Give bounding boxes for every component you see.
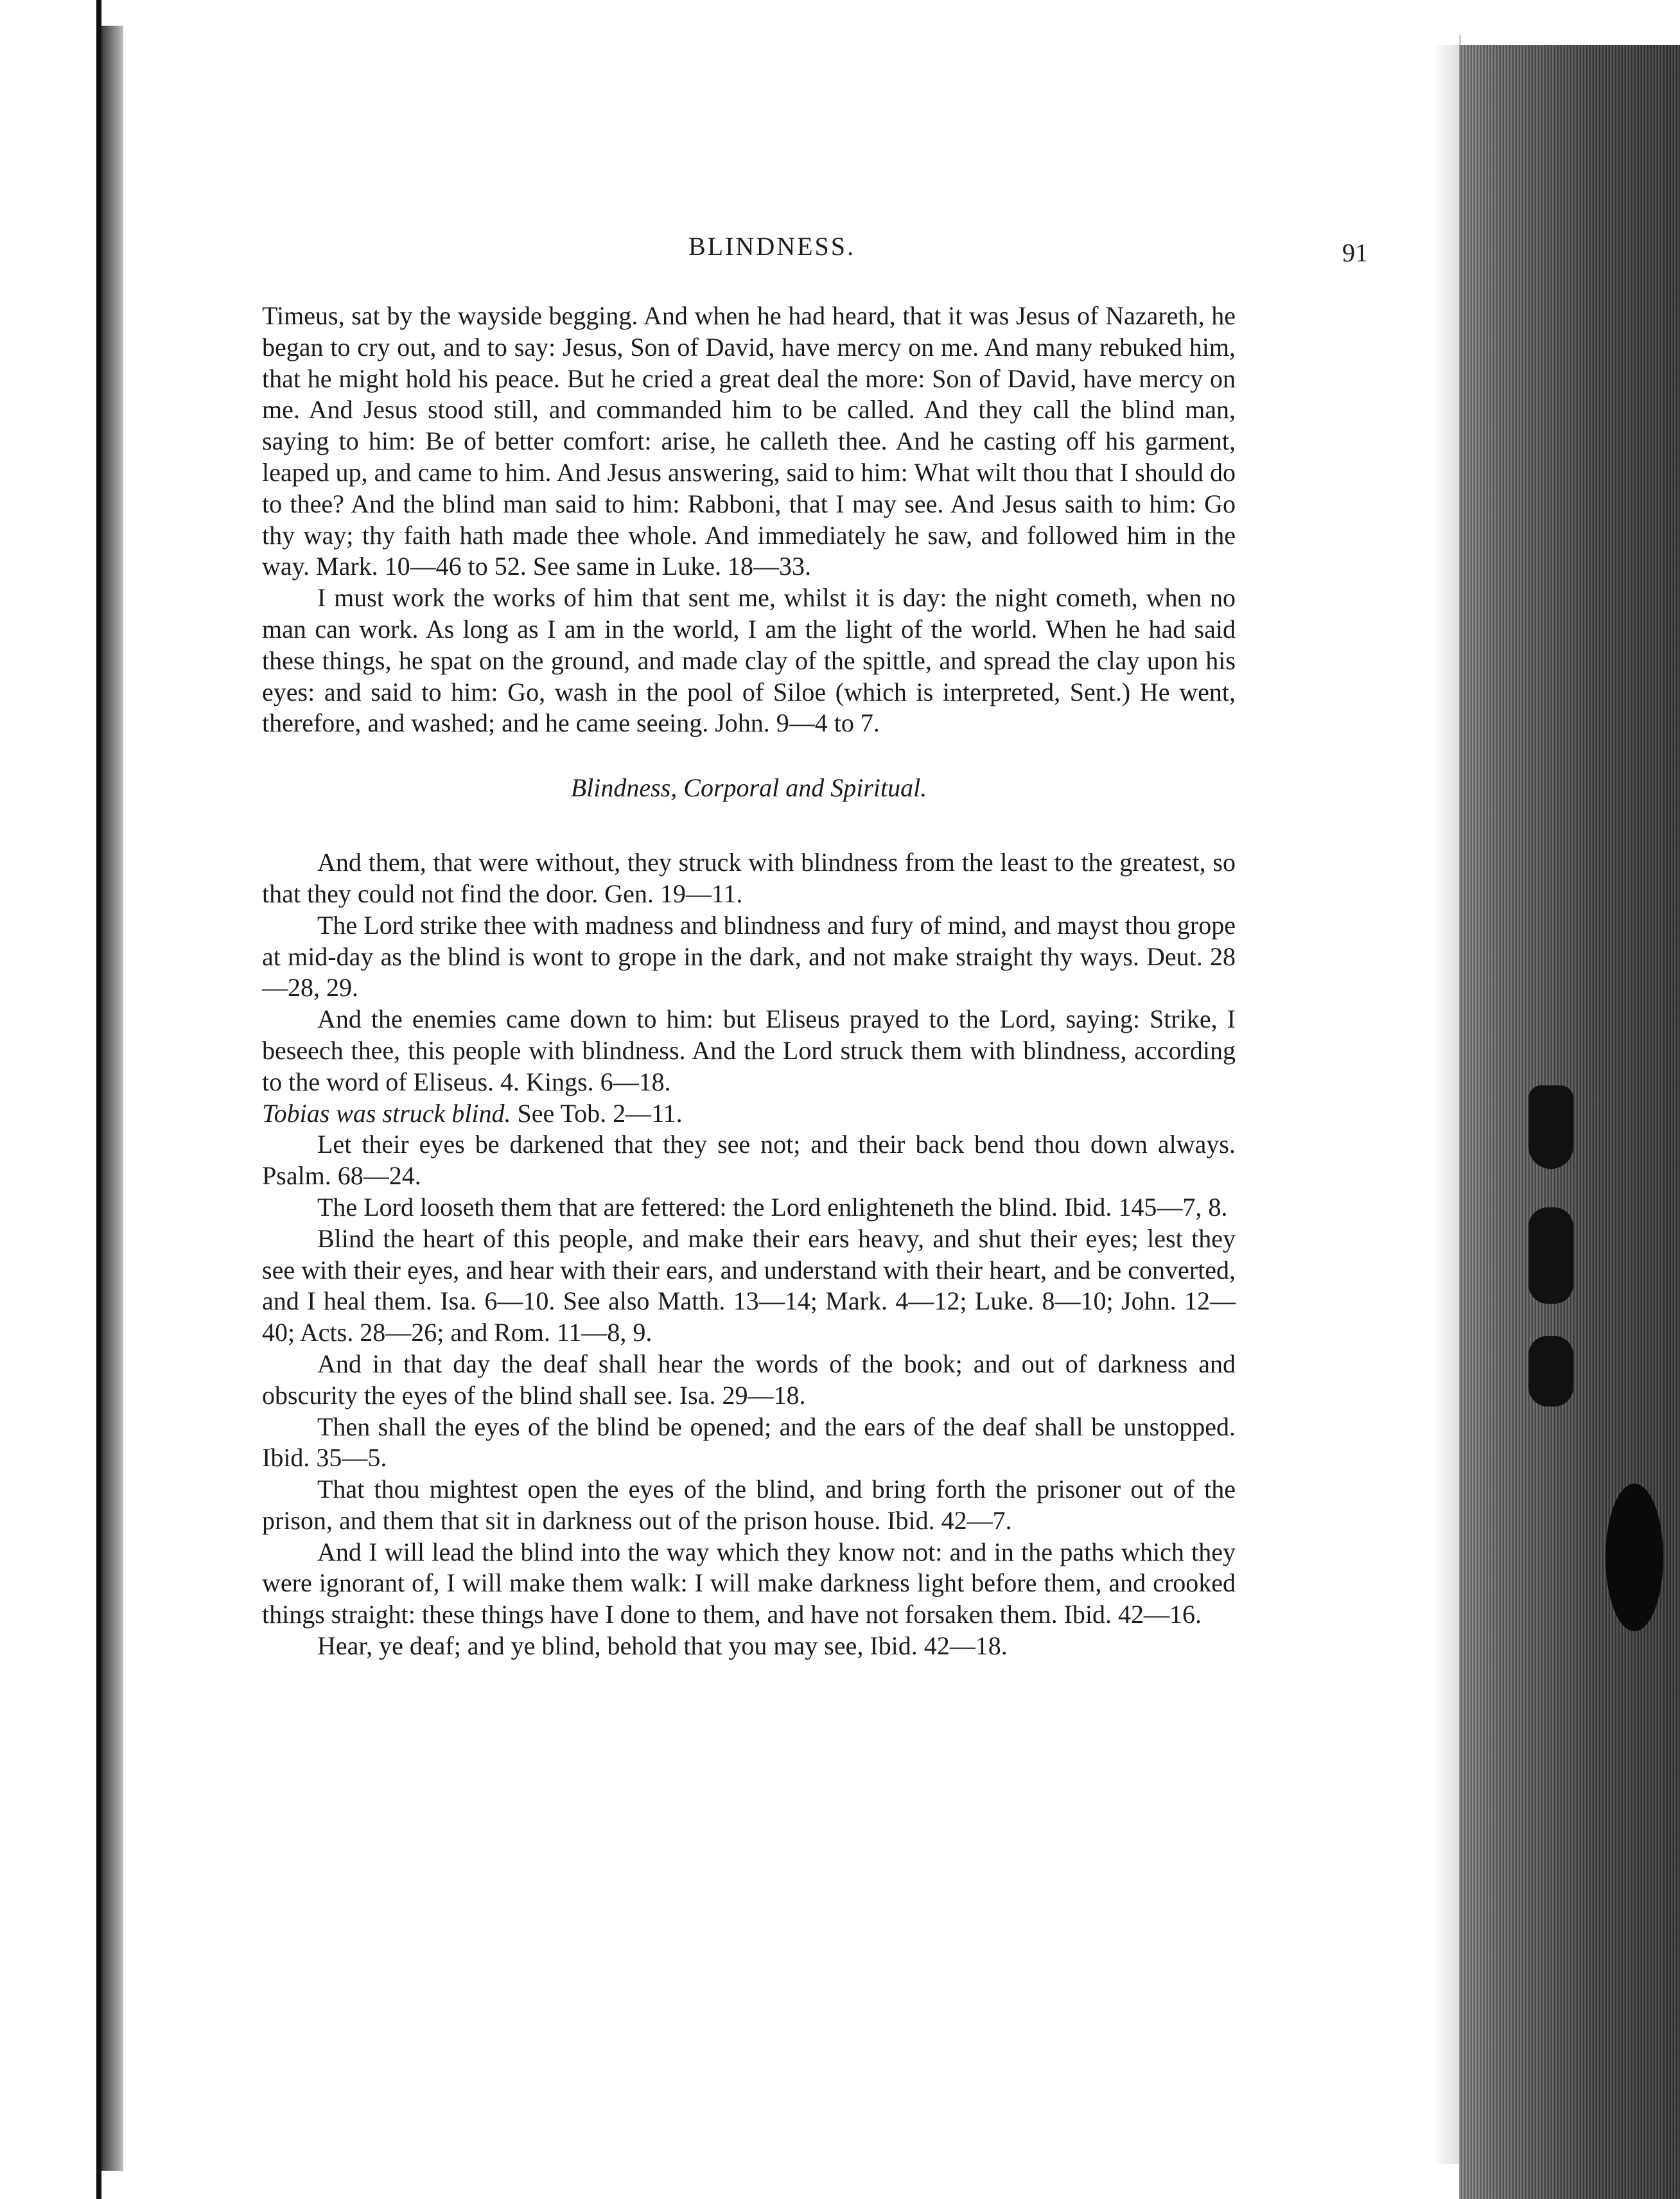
paragraph: The Lord strike thee with madness and blindness and fury of mind, and mayst thou grope at mid-day as the blind is wont to grope in the dark, and not make straight thy ways. Deut. 28—28, 29.	[262, 910, 1236, 1003]
edge-ink-mark	[1528, 1085, 1573, 1169]
edge-ink-mark	[1528, 1207, 1573, 1304]
paragraph: The Lord looseth them that are fettered: the Lord enlighteneth the blind. Ibid. 145—7, 8.	[317, 1192, 1228, 1222]
paragraph: That thou mightest open the eyes of the blind, and bring forth the prisoner out of the prison, and them that sit in darkness out of the prison house. Ibid. 42—7.	[262, 1475, 1236, 1535]
paragraph-tobias	[262, 1098, 1236, 1130]
paragraph: Let their eyes be darkened that they see not; and their back bend thou down always. Psalm. 68—24.	[262, 1130, 1236, 1191]
paragraph: I must work the works of him that sent me, whilst it is day: the night cometh, when no man can work. As long as I am in the world, I am the light of the world. When he had said these things, he spat on the ground, and made clay of the spittle, and spread the clay upon his eyes: and said to him: Go, wash in the pool of Siloe (which is interpreted, Sent.) He went, therefore, and washed; and he came seeing. John. 9—4 to 7.	[262, 583, 1236, 738]
tobias-reference: See Tob. 2—11.	[511, 1098, 683, 1128]
paragraph: Hear, ye deaf; and ye blind, behold that you may see, Ibid. 42—18.	[317, 1631, 1008, 1661]
tobias-italic: Tobias was struck blind.	[262, 1098, 511, 1128]
paragraph: And I will lead the blind into the way which they know not: and in the paths which they were ignorant of, I will make them walk: I will make darkness light before them, and crooked things straight: these things have I done to them, and have not forsaken them. Ibid. 42—16.	[262, 1537, 1236, 1629]
left-page-gutter	[101, 26, 123, 2171]
edge-ink-blot	[1606, 1484, 1663, 1631]
paragraph: Timeus, sat by the wayside begging. And when he had heard, that it was Jesus of Nazareth, he began to cry out, and to say: Jesus, Son of David, have mercy on me. And many rebuked him, that he might hold his peace. But he cried a great deal the more: Son of David, have mercy on me. And Jesus stood still, and commanded him to be called. And they call the blind man, saying to him: Be of better comfort: arise, he calleth thee. And he casting off his garment, leaped up, and came to him. And Jesus answering, said to him: What wilt thou that I should do to thee? And the blind man said to him: Rabboni, that I may see. And Jesus saith to him: Go thy way; thy faith hath made thee whole. And immediately he saw, and followed him in the way. Mark. 10—46 to 52. See same in Luke. 18—33.	[262, 301, 1236, 581]
section-heading: Blindness, Corporal and Spiritual.	[570, 773, 927, 803]
running-head	[123, 231, 1459, 270]
page-body	[262, 301, 1236, 1662]
edge-ink-mark	[1528, 1336, 1573, 1406]
page-number: 91	[1342, 238, 1368, 267]
paragraph: And the enemies came down to him: but Eliseus prayed to the Lord, saying: Strike, I beseech thee, this people with blindness. And the Lord struck them with blindness, according to the word of Eliseus. 4. Kings. 6—18.	[262, 1004, 1236, 1096]
paragraph: Blind the heart of this people, and make their ears heavy, and shut their eyes; lest they see with their eyes, and hear with their ears, and understand with their heart, and be converted, and I heal them. Isa. 6—10. See also Matth. 13—14; Mark. 4—12; Luke. 8—10; John. 12—40; Acts. 28—26; and Rom. 11—8, 9.	[262, 1223, 1236, 1347]
paragraph: And in that day the deaf shall hear the words of the book; and out of darkness and obscurity the eyes of the blind shall see. Isa. 29—18.	[262, 1349, 1236, 1410]
paragraph: And them, that were without, they struck with blindness from the least to the greatest, so that they could not find the door. Gen. 19—11.	[262, 848, 1236, 908]
left-binding-shadow	[96, 0, 101, 2199]
paragraph: Then shall the eyes of the blind be opened; and the ears of the deaf shall be unstopped. Ibid. 35—5.	[262, 1412, 1236, 1473]
running-title: BLINDNESS.	[688, 232, 856, 261]
